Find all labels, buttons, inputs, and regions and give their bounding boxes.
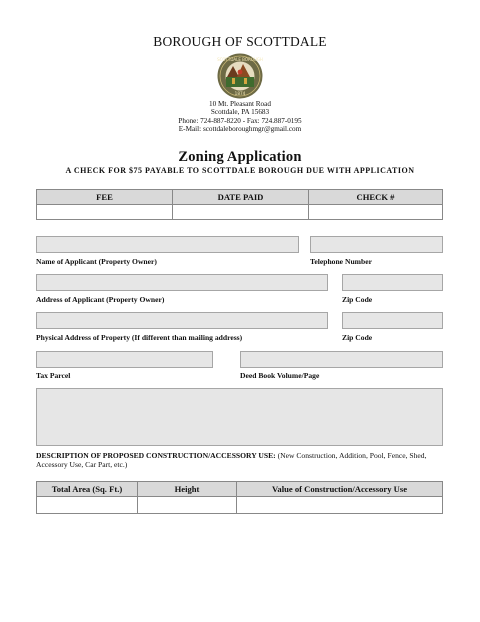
applicant-name-input[interactable] [37, 238, 298, 253]
telephone-input[interactable] [311, 238, 442, 253]
email-line: E-Mail: scottdaleboroughmgr@gmail.com [178, 125, 302, 133]
seal-top-text: SCOTTDALE BOROUGH [217, 57, 263, 62]
fee-notice: A CHECK FOR $75 PAYABLE TO SCOTTDALE BOROUGH DUE WITH APPLICATION [65, 166, 415, 175]
applicant-name-label: Name of Applicant (Property Owner) [36, 257, 157, 266]
phone-line: Phone: 724-887-8220 - Fax: 724.887-0195 [178, 117, 302, 125]
deed-book-input[interactable] [241, 353, 442, 368]
seal-year: 1874 [234, 91, 246, 96]
size-table [36, 481, 443, 514]
description-field[interactable] [36, 388, 443, 446]
construction-value-cell[interactable] [237, 497, 443, 514]
total-area-header: Total Area (Sq. Ft.) [37, 482, 138, 497]
property-address-input[interactable] [37, 314, 327, 329]
height-header: Height [138, 482, 237, 497]
telephone-field[interactable] [310, 236, 443, 253]
borough-seal [217, 53, 263, 99]
construction-value-header: Value of Construction/Accessory Use [237, 482, 443, 497]
tax-parcel-field[interactable] [36, 351, 213, 368]
fee-cell[interactable] [37, 205, 173, 220]
tax-parcel-input[interactable] [37, 353, 212, 368]
org-name: BOROUGH OF SCOTTDALE [153, 34, 327, 49]
applicant-address-label: Address of Applicant (Property Owner) [36, 295, 165, 304]
property-zip-label: Zip Code [342, 333, 373, 342]
date-paid-header: DATE PAID [173, 190, 309, 205]
description-label-rest: (New Construction, Addition, Pool, Fence, Shed, Accessory Use, Car Part, etc.) [36, 451, 427, 469]
fee-table [36, 189, 443, 220]
fee-header: FEE [37, 190, 173, 205]
applicant-zip-field[interactable] [342, 274, 443, 291]
date-paid-cell[interactable] [173, 205, 309, 220]
property-address-label: Physical Address of Property (If different than mailing address) [36, 333, 243, 342]
total-area-cell[interactable] [37, 497, 138, 514]
property-zip-input[interactable] [343, 314, 442, 329]
address-line-1: 10 Mt. Pleasant Road [209, 100, 271, 108]
description-label [36, 451, 446, 469]
check-number-cell[interactable] [309, 205, 443, 220]
applicant-zip-input[interactable] [343, 276, 442, 291]
telephone-label: Telephone Number [310, 257, 372, 266]
applicant-address-field[interactable] [36, 274, 328, 291]
description-textarea[interactable] [37, 389, 442, 445]
property-zip-field[interactable] [342, 312, 443, 329]
description-label-bold: DESCRIPTION OF PROPOSED CONSTRUCTION/ACCESSORY USE: [36, 451, 276, 460]
property-address-field[interactable] [36, 312, 328, 329]
check-number-header: CHECK # [309, 190, 443, 205]
applicant-name-field[interactable] [36, 236, 299, 253]
applicant-address-input[interactable] [37, 276, 327, 291]
tax-parcel-label: Tax Parcel [36, 371, 71, 380]
height-cell[interactable] [138, 497, 237, 514]
form-title: Zoning Application [178, 149, 302, 165]
applicant-zip-label: Zip Code [342, 295, 373, 304]
deed-book-label: Deed Book Volume/Page [240, 371, 320, 380]
deed-book-field[interactable] [240, 351, 443, 368]
address-line-2: Scottdale, PA 15683 [210, 108, 270, 116]
